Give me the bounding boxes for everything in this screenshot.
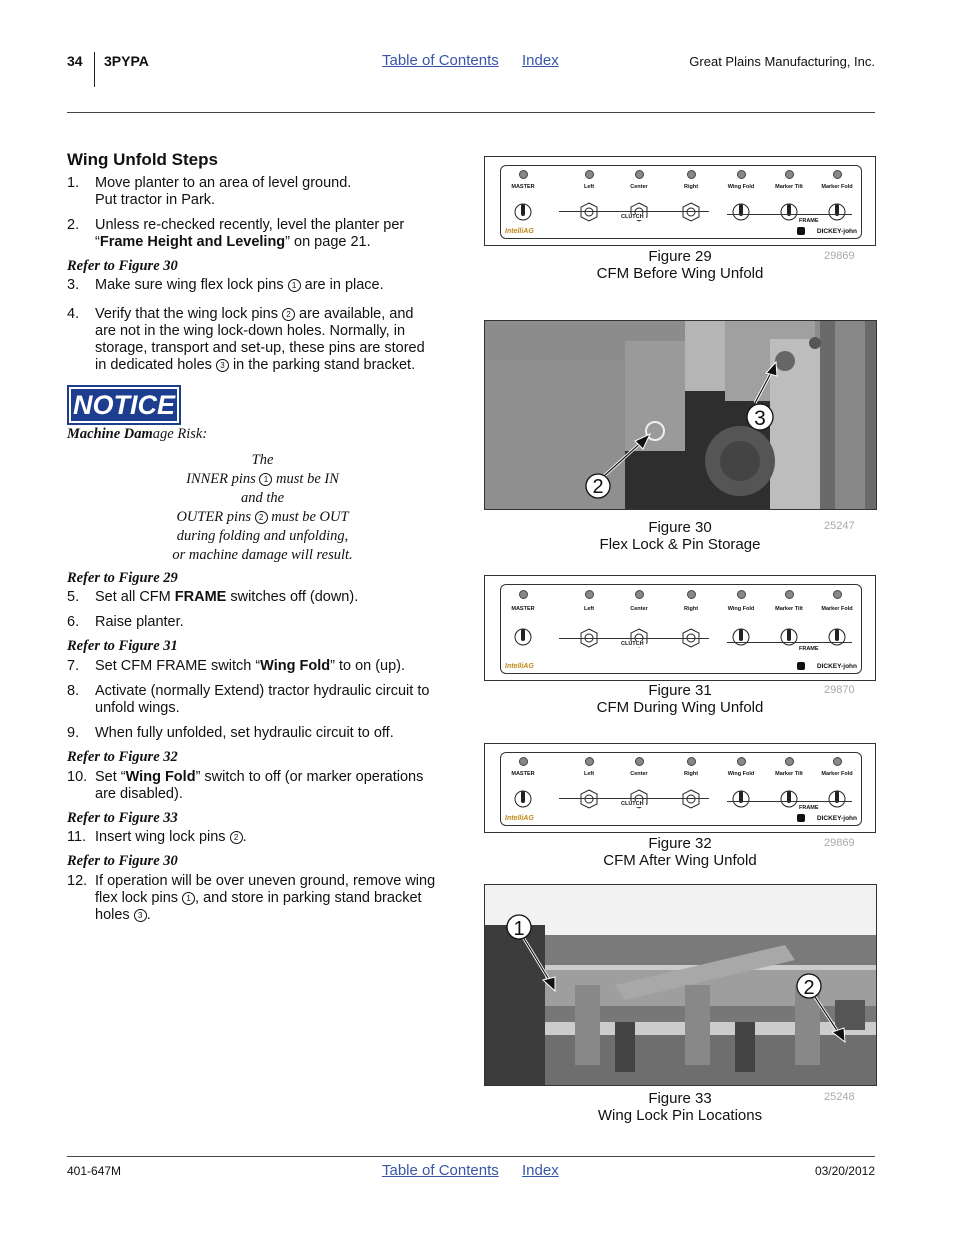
dickey-john-mark-icon — [797, 814, 805, 822]
figure-reference: Refer to Figure 31 — [67, 638, 178, 654]
section-title: Wing Unfold Steps — [67, 150, 218, 169]
step-number: 7. — [67, 658, 80, 674]
doc-number: 401-647M — [67, 1164, 122, 1178]
indicator-light — [833, 170, 842, 179]
step-number: 10. — [67, 769, 88, 785]
switch-label: Marker Fold — [821, 606, 853, 613]
figure-title: Figure 33 — [648, 1090, 712, 1107]
switch-label: Marker Tilt — [775, 606, 803, 613]
toggle-switch-icon — [514, 200, 532, 224]
step-text: Move planter to an area of level ground. — [95, 175, 352, 191]
step-text: Verify that the wing lock pins — [95, 306, 282, 322]
step-8 — [67, 683, 462, 719]
clutch-label: CLUTCH — [621, 640, 644, 647]
figure-31-caption — [580, 682, 780, 716]
step-11 — [67, 829, 462, 847]
figure-id: 25248 — [824, 1091, 855, 1103]
switch-label: Center — [630, 771, 648, 777]
step-3 — [67, 277, 462, 295]
step-number: 11. — [67, 829, 87, 845]
warning-line: OUTER pins — [176, 509, 255, 525]
figure-32-caption — [580, 835, 780, 869]
company-name: Great Plains Manufacturing, Inc. — [689, 54, 875, 69]
toggle-switch-icon — [780, 625, 798, 649]
step-text: unfold wings. — [95, 700, 180, 716]
step-number: 4. — [67, 306, 80, 322]
indicator-light — [737, 170, 746, 179]
step-4 — [67, 306, 462, 376]
wing-lock-photo-illustration — [485, 885, 876, 1085]
indicator-light — [737, 757, 746, 766]
page-number: 34 — [67, 53, 83, 69]
step-12 — [67, 873, 462, 927]
toggle-switch-icon — [514, 787, 532, 811]
step-text: Set “ — [95, 769, 126, 785]
step-text: flex lock pins — [95, 890, 183, 906]
photo-callout-3: 3 — [754, 407, 766, 430]
step-text: are available, and — [295, 306, 414, 322]
figure-33-caption — [580, 1090, 780, 1124]
step-2 — [67, 217, 462, 253]
step-text: switches off (down). — [226, 589, 359, 605]
step-text: Make sure wing flex lock pins — [95, 277, 288, 293]
dickey-john-mark-icon — [797, 227, 805, 235]
warning-line: INNER pins — [186, 471, 260, 487]
push-button-icon — [681, 202, 701, 222]
step-text: Insert wing lock pins — [95, 829, 230, 845]
figure-title: Figure 29 — [648, 248, 712, 265]
figure-30-caption — [580, 519, 780, 553]
figure-reference: Refer to Figure 32 — [67, 749, 178, 765]
step-bold: FRAME — [174, 589, 227, 605]
intelliag-logo: IntelliAG — [505, 663, 534, 670]
indicator-light — [585, 757, 594, 766]
step-text: Raise planter. — [95, 614, 184, 630]
dickey-john-logo: DICKEY-john — [816, 815, 857, 822]
step-6 — [67, 614, 462, 632]
figure-30-photo — [484, 320, 877, 510]
indicator-light — [785, 170, 794, 179]
callout-1-icon: 1 — [288, 279, 301, 292]
indicator-light — [519, 170, 528, 179]
frame-bracket — [727, 801, 852, 802]
dickey-john-logo: DICKEY-john — [816, 663, 857, 670]
step-number: 12. — [67, 873, 88, 889]
step-number: 8. — [67, 683, 80, 699]
switch-label: Left — [583, 184, 595, 190]
indicator-light — [635, 757, 644, 766]
risk-label — [67, 426, 207, 443]
warning-line: must be OUT — [267, 509, 349, 525]
figure-caption: Flex Lock & Pin Storage — [599, 536, 761, 553]
step-text: . — [242, 829, 247, 845]
step-text: ” to on (up). — [330, 658, 406, 674]
clutch-label: CLUTCH — [621, 214, 644, 220]
step-text: Put tractor in Park. — [95, 192, 216, 208]
frame-bracket — [727, 214, 852, 215]
model-name: 3PYPA — [104, 53, 149, 69]
figure-id: 29870 — [824, 684, 855, 696]
step-text: . — [146, 907, 151, 923]
toggle-switch-icon — [828, 200, 846, 224]
indicator-light — [833, 757, 842, 766]
notice-warning — [130, 451, 395, 565]
warning-line: and the — [240, 490, 285, 506]
footer-toc-link[interactable]: Table of Contents — [382, 1162, 499, 1179]
indicator-light — [833, 590, 842, 599]
warning-line: during folding and unfolding, — [176, 528, 349, 544]
figure-reference: Refer to Figure 29 — [67, 570, 178, 586]
push-button-icon — [579, 789, 599, 809]
step-9 — [67, 725, 462, 743]
figure-reference: Refer to Figure 33 — [67, 810, 178, 826]
figure-title: Figure 30 — [648, 519, 712, 536]
figure-reference: Refer to Figure 30 — [67, 258, 178, 274]
callout-2-icon: 2 — [255, 511, 268, 524]
figure-29-caption — [580, 248, 780, 282]
indicator-light — [585, 590, 594, 599]
callout-2-icon: 2 — [282, 308, 295, 321]
risk-label-bold: Machine Dam — [67, 426, 153, 442]
figure-id: 25247 — [824, 520, 855, 532]
toggle-switch-icon — [780, 200, 798, 224]
toggle-switch-icon — [732, 787, 750, 811]
step-number: 3. — [67, 277, 80, 293]
clutch-label: CLUTCH — [621, 801, 644, 807]
intelliag-logo: IntelliAG — [505, 228, 534, 235]
warning-line: or machine damage will result. — [172, 547, 353, 563]
photo-callout-2: 2 — [592, 476, 604, 498]
step-1 — [67, 175, 462, 211]
cfm-panel-figure-29 — [484, 156, 876, 246]
step-text: Activate (normally Extend) tractor hydraulic circuit to — [95, 683, 430, 699]
push-button-icon — [579, 202, 599, 222]
frame-label: FRAME — [799, 645, 819, 652]
toggle-switch-icon — [732, 625, 750, 649]
step-text: If operation will be over uneven ground, remove wing — [95, 873, 436, 889]
step-text: storage, transport and set-up, these pins are stored — [95, 340, 425, 356]
cfm-panel-figure-32 — [484, 743, 876, 833]
step-number: 1. — [67, 175, 80, 191]
figure-caption: CFM Before Wing Unfold — [596, 265, 764, 282]
step-text: ” on page 21. — [285, 234, 371, 250]
indicator-light — [635, 590, 644, 599]
revision-date: 03/20/2012 — [814, 1164, 875, 1178]
indicator-light — [737, 590, 746, 599]
toggle-switch-icon — [732, 200, 750, 224]
figure-id: 29869 — [824, 837, 855, 849]
step-number: 5. — [67, 589, 80, 605]
figure-caption: CFM During Wing Unfold — [596, 699, 764, 716]
warning-line: must be IN — [272, 471, 339, 487]
step-text: ” switch to off (or marker operations — [195, 769, 424, 785]
footer-rule — [67, 1156, 875, 1157]
step-number: 2. — [67, 217, 80, 233]
figure-reference: Refer to Figure 30 — [67, 853, 178, 869]
risk-label-rest: age Risk: — [152, 426, 208, 442]
callout-1-icon: 1 — [259, 473, 272, 486]
switch-label: Left — [583, 771, 595, 777]
cross-reference: Frame Height and Leveling — [99, 234, 286, 250]
switch-label: Right — [683, 184, 699, 190]
step-number: 6. — [67, 614, 80, 630]
step-5 — [67, 589, 462, 607]
figure-title: Figure 32 — [648, 835, 712, 852]
switch-label: Wing Fold — [727, 606, 755, 613]
header-divider — [94, 52, 95, 87]
clutch-bracket — [559, 211, 709, 212]
toggle-switch-icon — [780, 787, 798, 811]
switch-label: Marker Tilt — [775, 184, 803, 190]
step-text: Set CFM FRAME switch “ — [95, 658, 261, 674]
photo-callout-1: 1 — [513, 918, 525, 940]
switch-label: Center — [630, 184, 648, 190]
step-text: are disabled). — [95, 786, 183, 802]
dickey-john-logo: DICKEY-john — [816, 228, 857, 235]
step-text: are in place. — [300, 277, 384, 293]
step-text: in dedicated holes — [95, 357, 216, 373]
switch-label: Center — [630, 606, 648, 613]
switch-label: Left — [583, 606, 595, 613]
figure-caption: Wing Lock Pin Locations — [597, 1107, 763, 1124]
indicator-light — [635, 170, 644, 179]
figure-title: Figure 31 — [648, 682, 712, 699]
figure-caption: CFM After Wing Unfold — [603, 852, 757, 869]
indicator-light — [687, 170, 696, 179]
toggle-switch-icon — [514, 625, 532, 649]
push-button-icon — [681, 789, 701, 809]
clutch-bracket — [559, 638, 709, 639]
dickey-john-mark-icon — [797, 662, 805, 670]
frame-bracket — [727, 642, 852, 643]
callout-3-icon: 3 — [134, 909, 147, 922]
step-text: , and store in parking stand bracket — [195, 890, 422, 906]
step-text: holes — [95, 907, 134, 923]
step-text: When fully unfolded, set hydraulic circuit to off. — [95, 725, 394, 741]
switch-label: MASTER — [511, 771, 535, 777]
flex-lock-photo-illustration — [485, 321, 876, 509]
step-text: in the parking stand bracket. — [228, 357, 416, 373]
indicator-light — [785, 590, 794, 599]
step-10 — [67, 769, 462, 805]
step-bold: Wing Fold — [260, 658, 331, 674]
notice-badge: NOTICE — [69, 387, 179, 423]
figure-33-photo — [484, 884, 877, 1086]
callout-3-icon: 3 — [216, 359, 229, 372]
frame-label: FRAME — [799, 218, 819, 224]
switch-label: Right — [683, 771, 699, 777]
footer-index-link[interactable]: Index — [522, 1162, 559, 1179]
warning-line: The — [251, 452, 274, 468]
indicator-light — [519, 757, 528, 766]
cfm-panel-figure-31 — [484, 575, 876, 681]
indicator-light — [687, 590, 696, 599]
callout-1-icon: 1 — [182, 892, 195, 905]
index-link[interactable]: Index — [522, 52, 559, 69]
figure-id: 29869 — [824, 250, 855, 262]
frame-label: FRAME — [799, 805, 819, 811]
switch-label: MASTER — [511, 184, 535, 190]
toc-link[interactable]: Table of Contents — [382, 52, 499, 69]
step-number: 9. — [67, 725, 80, 741]
step-bold: Wing Fold — [125, 769, 196, 785]
switch-label: Right — [683, 606, 699, 613]
toggle-switch-icon — [828, 625, 846, 649]
switch-label: Marker Fold — [821, 184, 853, 190]
indicator-light — [519, 590, 528, 599]
step-text: Set all CFM — [95, 589, 175, 605]
callout-2-icon: 2 — [230, 831, 243, 844]
switch-label: Marker Tilt — [775, 771, 803, 777]
step-text: Unless re-checked recently, level the planter per — [95, 217, 405, 233]
toggle-switch-icon — [828, 787, 846, 811]
header-rule — [67, 112, 875, 113]
step-7 — [67, 658, 462, 676]
clutch-bracket — [559, 798, 709, 799]
indicator-light — [785, 757, 794, 766]
quote: “ — [95, 234, 100, 250]
switch-label: Wing Fold — [727, 184, 755, 190]
switch-label: Marker Fold — [821, 771, 853, 777]
indicator-light — [687, 757, 696, 766]
indicator-light — [585, 170, 594, 179]
photo-callout-2: 2 — [803, 977, 815, 999]
switch-label: Wing Fold — [727, 771, 755, 777]
intelliag-logo: IntelliAG — [505, 815, 534, 822]
switch-label: MASTER — [511, 606, 535, 613]
step-text: are not in the wing lock-down holes. Normally, in — [95, 323, 406, 339]
